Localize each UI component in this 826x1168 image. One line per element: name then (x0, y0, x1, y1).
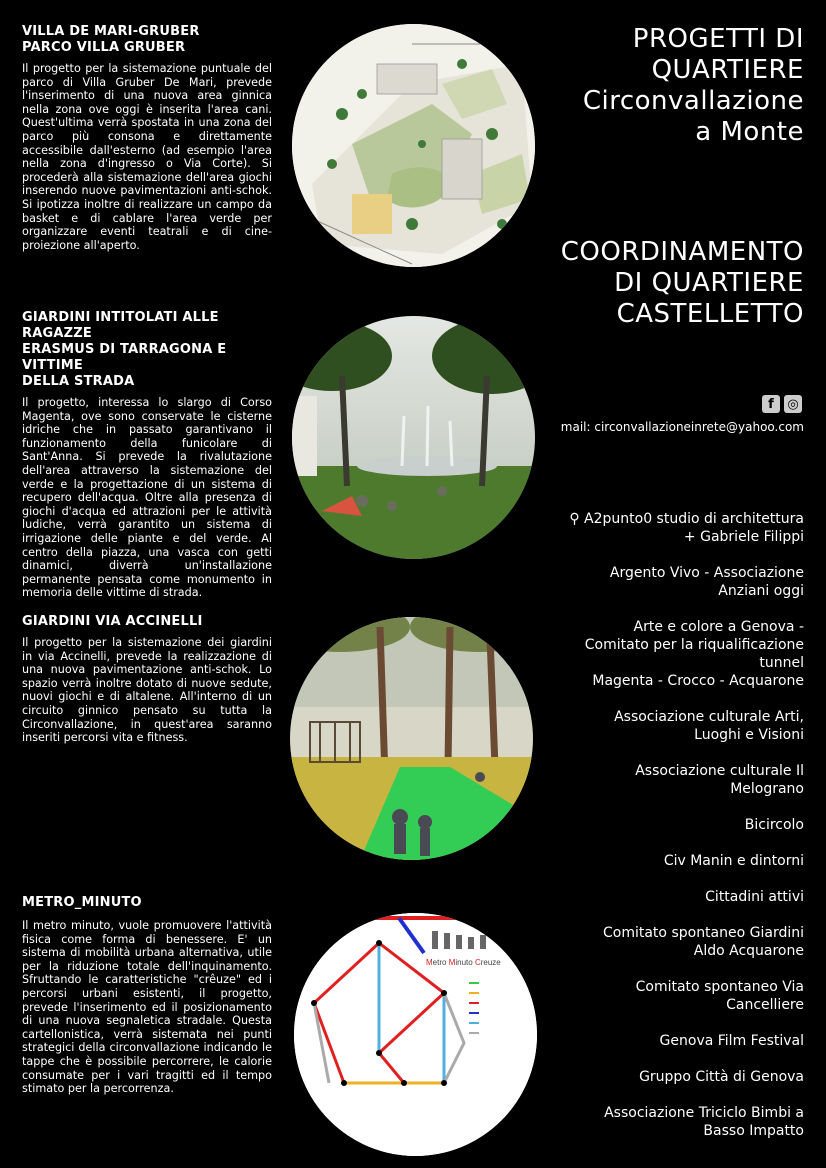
giardini-accinelli-render-image (290, 617, 533, 860)
partner-line: Cancelliere (726, 997, 804, 1013)
section-text: Il progetto, interessa lo slargo di Corso Magenta, ove sono conservate le cisterne idriche che in passato garantivano il funzionamento della funicolare di Sant'Anna. Si prevede la rivalutazione dell'area attraverso la sistemazione del verde e la progettazione di un sistema di recupero dell'acqua. Oltre alla presenza di giochi d'acqua ed attrazioni per le attività ludiche, verrà garantito un sistema di irrigazione delle piante e del verde. Al centro della piazza, una vasca con getti dinamici, diverrà un'installazione permanente pensata come monumento in memoria delle vittime di strada. (22, 396, 272, 600)
partner-line: Arte e colore a Genova - (633, 619, 804, 635)
partner-item (534, 510, 804, 546)
map-title-mi: M (448, 958, 456, 967)
partners-list (534, 510, 804, 1158)
partner-line: Civ Manin e dintorni (663, 853, 804, 869)
partner-line: Associazione culturale Il (635, 763, 804, 779)
partner-item (534, 888, 804, 906)
metro-minuto-map-image (294, 913, 537, 1156)
map-title-inuto: inuto (455, 958, 475, 967)
facebook-icon[interactable]: f (762, 395, 780, 413)
section-title: GIARDINI VIA ACCINELLI (22, 614, 203, 629)
section-villa-gruber (22, 24, 272, 252)
partner-item (534, 816, 804, 834)
partner-line: ⚲ A2punto0 studio di architettura (569, 511, 804, 527)
partner-line: Basso Impatto (703, 1123, 804, 1139)
section-title: GIARDINI INTITOLATI ALLE RAGAZZE ERASMUS DI TARRAGONA E VITTIME DELLA STRADA (22, 310, 227, 389)
partner-line: Comitato per la riqualificazione (584, 637, 804, 653)
map-title-c: C (474, 958, 481, 967)
partner-line: Anziani oggi (718, 583, 804, 599)
partner-line: Bicircolo (744, 817, 804, 833)
partner-item (534, 618, 804, 690)
partner-item (534, 1032, 804, 1050)
giardini-erasmus-render-image (292, 316, 535, 559)
section-giardini-erasmus (22, 310, 272, 600)
partner-item (534, 708, 804, 744)
partner-line: Magenta - Crocco - Acquarone (592, 673, 804, 689)
partner-item (534, 978, 804, 1014)
metro-map-svg (294, 913, 537, 1156)
section-title: VILLA DE MARI-GRUBER PARCO VILLA GRUBER (22, 24, 200, 55)
section-metro-minuto (22, 895, 272, 1096)
partner-line: tunnel (759, 655, 804, 671)
partner-line: Associazione Triciclo Bimbi a (604, 1105, 804, 1121)
partner-line: Gruppo Città di Genova (639, 1069, 804, 1085)
map-title-reuze: reuze (480, 958, 501, 967)
coordinamento-title: COORDINAMENTO DI QUARTIERE CASTELLETTO (560, 237, 804, 329)
partner-line: Argento Vivo - Associazione (609, 565, 804, 581)
partner-line: Cittadini attivi (705, 889, 804, 905)
partner-line: Comitato spontaneo Via (635, 979, 804, 995)
section-title: METRO_MINUTO (22, 895, 142, 910)
partner-item (534, 924, 804, 960)
social-icons (762, 395, 802, 413)
partner-line: Luoghi e Visioni (694, 727, 804, 743)
partner-line: Associazione culturale Arti, (614, 709, 804, 725)
main-title: PROGETTI DI QUARTIERE Circonvallazione a Monte (582, 24, 804, 147)
map-title-m: M (426, 958, 433, 967)
partner-item (534, 1068, 804, 1086)
partner-line: Comitato spontaneo Giardini (603, 925, 804, 941)
section-text: Il metro minuto, vuole promuovere l'attività fisica come forma di benessere. E' un sistema di mobilità urbana alternativa, utile per la riduzione totale dell'inquinamento. Sfruttando le caratteristiche "crêuze" ed i percorsi urbani esistenti, il progetto, prevede l'inserimento ed il posizionamento di una nuova segnaletica stradale. Questa cartellonistica, verrà sistemata nei punti strategici della circonvallazione indicando le tappe che è possibile percorrere, le calorie consumate per i vari tragitti ed il tempo stimato per la percorrenza. (22, 919, 272, 1096)
partner-line: Genova Film Festival (659, 1033, 804, 1049)
map-title-etro: etro (432, 958, 449, 967)
villa-gruber-plan-image (292, 24, 535, 267)
partner-item (534, 1104, 804, 1140)
section-text: Il progetto per la sistemazione dei giardini in via Accinelli, prevede la realizzazione di una nuova pavimentazione anti-schok. Lo spazio verrà inoltre dotato di nuove sedute, nuovi giochi e di altalene. All'interno di un circuito ginnico pensato su tutta la Circonvallazione, in quest'area saranno inseriti percorsi vita e fitness. (22, 636, 272, 745)
partner-line: Melograno (730, 781, 804, 797)
instagram-icon[interactable]: ◎ (784, 395, 802, 413)
partner-item (534, 564, 804, 600)
contact-mail[interactable]: mail: circonvallazioneinrete@yahoo.com (560, 420, 804, 434)
partner-item (534, 852, 804, 870)
svg-text:Metro Minuto Creuze (426, 958, 501, 967)
section-giardini-accinelli (22, 614, 272, 745)
partner-item (534, 762, 804, 798)
partner-line: Aldo Acquarone (693, 943, 804, 959)
partner-line: + Gabriele Filippi (683, 529, 804, 545)
section-text: Il progetto per la sistemazione puntuale del parco di Villa Gruber De Mari, prevede l'inserimento di una nuova area ginnica nella zona ove oggi è inserita l'area cani. Quest'ultima verrà spostata in una zona del parco più consona e direttamente accessibile dall'esterno (ad esempio l'area nella zona d'ingresso o Via Corte). Si procederà alla sistemazione dell'area giochi inserendo nuove pavimentazioni anti-schok. Si ipotizza inoltre di realizzare un campo da basket e di cablare l'area verde per organizzare eventi teatrali e di cine-proiezione all'aperto. (22, 62, 272, 252)
